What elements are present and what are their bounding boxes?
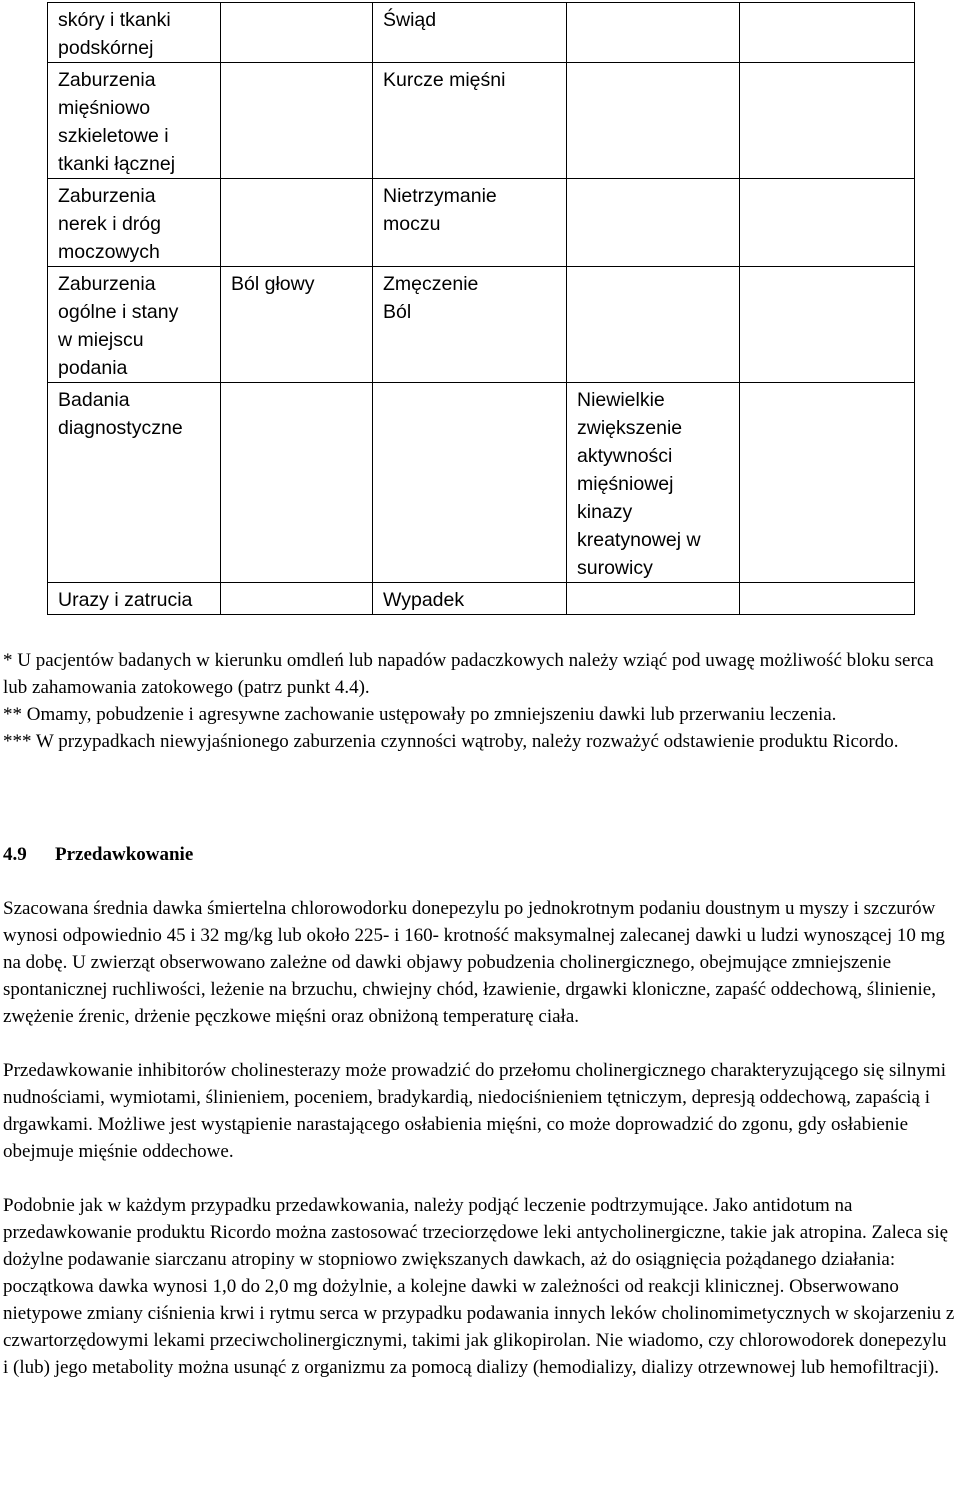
- paragraph-1: Szacowana średnia dawka śmiertelna chlorowodorku donepezylu po jednokrotnym podaniu doustnym u myszy i szczurów wynosi odpowiednio 45 i 32 mg/kg lub około 225- i 160- krotność maksymalnej zalecanej dawki u ludzi wynoszącej 10 mg na dobę. U zwierząt obserwowano zależne od dawki objawy pobudzenia cholinergicznego, obejmujące zmniejszenie spontanicznej ruchliwości, leżenie na brzuchu, chwiejny chód, łzawienie, drgawki kloniczne, zapaść oddechową, ślinienie, zwężenie źrenic, drżenie pęczkowe mięśni oraz obniżoną temperaturę ciała.: [3, 898, 945, 1027]
- cell-line: moczu: [383, 213, 441, 235]
- cell-line: kreatynowej w: [577, 529, 701, 551]
- cell-line: Ból: [383, 301, 412, 323]
- table-cell: [48, 63, 221, 179]
- table-cell: [48, 3, 221, 63]
- table-cell: [740, 179, 915, 267]
- table-cell: [567, 383, 740, 583]
- cell-line: Zaburzenia: [58, 185, 156, 207]
- cell-line: aktywności: [577, 445, 673, 467]
- table-cell: [567, 179, 740, 267]
- cell-line: Zaburzenia: [58, 69, 156, 91]
- cell-line: szkieletowe i: [58, 125, 169, 147]
- table-cell: [48, 583, 221, 615]
- cell-line: moczowych: [58, 241, 160, 263]
- cell-line: w miejscu: [58, 329, 144, 351]
- cell-line: surowicy: [577, 557, 653, 579]
- table-cell: [221, 3, 373, 63]
- cell-line: Zaburzenia: [58, 273, 156, 295]
- section-title: Przedawkowanie: [55, 844, 194, 865]
- table-cell: [373, 179, 567, 267]
- table-row: [48, 63, 915, 179]
- section-overdose: [3, 841, 955, 1408]
- table-cell: [221, 63, 373, 179]
- table-cell: [567, 3, 740, 63]
- cell-line: zwiększenie: [577, 417, 683, 439]
- cell-line: ogólne i stany: [58, 301, 179, 323]
- table-cell: [48, 179, 221, 267]
- footnote-3: *** W przypadkach niewyjaśnionego zaburzenia czynności wątroby, należy rozważyć odstawienie produktu Ricordo.: [3, 731, 899, 752]
- footnote-1: * U pacjentów badanych w kierunku omdleń lub napadów padaczkowych należy wziąć pod uwagę możliwość bloku serca lub zahamowania zatokowego (patrz punkt 4.4).: [3, 650, 934, 698]
- cell-line: mięśniowo: [58, 97, 151, 119]
- table-cell: [740, 267, 915, 383]
- paragraph-3: Podobnie jak w każdym przypadku przedawkowania, należy podjąć leczenie podtrzymujące. Jako antidotum na przedawkowanie produktu Ricordo można zastosować trzeciorzędowe leki antycholinergiczne, takie jak atropina. Zaleca się dożylne podawanie siarczanu atropiny w stopniowo zwiększanych dawkach, aż do osiągnięcia pożądanego działania: początkowa dawka wynosi 1,0 do 2,0 mg dożylnie, a kolejne dawki w zależności od reakcji klinicznej. Obserwowano nietypowe zmiany ciśnienia krwi i rytmu serca w przypadku podawania innych leków cholinomimetycznych w skojarzeniu z czwartorzędowymi lekami przeciwcholinergicznymi, takimi jak glikopirolan. Nie wiadomo, czy chlorowodorek donepezylu i (lub) jego metabolity można usunąć z organizmu za pomocą dializy (hemodializy, dializy otrzewnowej lub hemofiltracji).: [3, 1195, 955, 1378]
- table-cell: [740, 583, 915, 615]
- adverse-reactions-table-body: [48, 3, 915, 615]
- footnote-2: ** Omamy, pobudzenie i agresywne zachowanie ustępowały po zmniejszeniu dawki lub przerwaniu leczenia.: [3, 704, 837, 725]
- table-cell: [221, 267, 373, 383]
- table-cell: [48, 267, 221, 383]
- table-cell: [373, 3, 567, 63]
- cell-line: Kurcze mięśni: [383, 69, 506, 91]
- cell-line: nerek i dróg: [58, 213, 161, 235]
- cell-line: Wypadek: [383, 589, 465, 611]
- table-cell: [740, 383, 915, 583]
- table-cell: [373, 63, 567, 179]
- table-cell: [373, 383, 567, 583]
- table-row: [48, 383, 915, 583]
- cell-line: kinazy: [577, 501, 633, 523]
- cell-line: Urazy i zatrucia: [58, 589, 193, 611]
- cell-line: Nietrzymanie: [383, 185, 497, 207]
- table-cell: [373, 583, 567, 615]
- table-cell: [567, 63, 740, 179]
- cell-line: Niewielkie: [577, 389, 665, 411]
- table-row: [48, 179, 915, 267]
- table-cell: [221, 179, 373, 267]
- table-row: [48, 583, 915, 615]
- cell-line: Badania: [58, 389, 130, 411]
- adverse-reactions-table: [47, 2, 915, 615]
- cell-line: tkanki łącznej: [58, 153, 176, 175]
- table-cell: [740, 63, 915, 179]
- table-cell: [740, 3, 915, 63]
- table-row: [48, 267, 915, 383]
- cell-line: Zmęczenie: [383, 273, 479, 295]
- cell-line: mięśniowej: [577, 473, 674, 495]
- cell-line: Świąd: [383, 9, 437, 31]
- cell-line: podskórnej: [58, 37, 154, 59]
- cell-line: Ból głowy: [231, 273, 315, 295]
- table-cell: [48, 383, 221, 583]
- cell-line: podania: [58, 357, 128, 379]
- paragraph-2: Przedawkowanie inhibitorów cholinesterazy może prowadzić do przełomu cholinergicznego charakteryzującego się silnymi nudnościami, wymiotami, ślinieniem, poceniem, bradykardią, niedociśnieniem tętniczym, depresją oddechową, zapaścią i drgawkami. Możliwe jest wystąpienie narastającego osłabienia mięśni, co może doprowadzić do zgonu, gdy osłabienie obejmuje mięśnie oddechowe.: [3, 1060, 946, 1162]
- section-heading: [3, 841, 955, 868]
- section-number: 4.9: [3, 844, 27, 865]
- table-cell: [567, 267, 740, 383]
- footnotes: [3, 647, 955, 755]
- cell-line: diagnostyczne: [58, 417, 183, 439]
- table-cell: [221, 383, 373, 583]
- cell-line: skóry i tkanki: [58, 9, 171, 31]
- table-cell: [373, 267, 567, 383]
- table-cell: [567, 583, 740, 615]
- table-row: [48, 3, 915, 63]
- table-cell: [221, 583, 373, 615]
